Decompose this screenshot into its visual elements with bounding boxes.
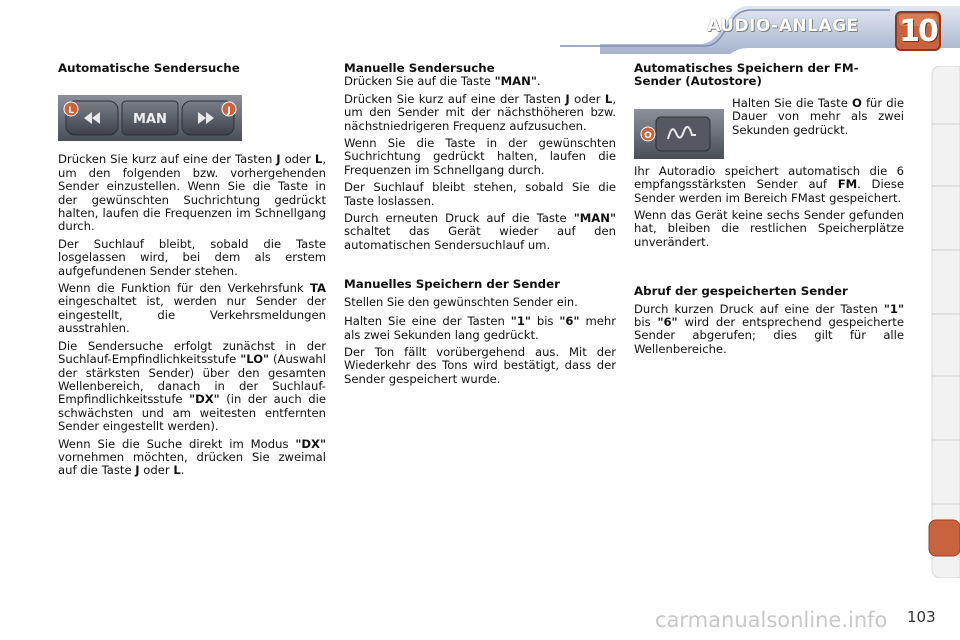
autostore-button-image <box>634 109 724 159</box>
heading-automatic-search: Automatische Sendersuche <box>58 61 240 75</box>
paragraph: Der Suchlauf bleibt stehen, sobald Sie die Taste loslassen. <box>344 180 616 208</box>
heading-manual-storage: Manuelles Speichern der Sender <box>344 277 560 292</box>
heading-manual-search: Manuelle Sendersuche <box>344 61 495 75</box>
column-autostore <box>634 62 904 360</box>
key-l-label: L <box>68 106 74 117</box>
paragraph: Die Sendersuche erfolgt zunächst in der Suchlauf-Empfindlichkeitsstufe "LO" (Auswahl der stärksten Sender) über den gesamten Wellenbereich, danach in der Suchlauf-Empfindlichkeitsstufe "DX" (in der auch die schwächsten und am weitesten entfernten Sender eingestellt werden). <box>58 338 327 434</box>
key-j-label: J <box>227 106 231 117</box>
heading-autostore: Automatisches Speichern der FM-Sender (Autostore) <box>634 61 859 89</box>
paragraph: Wenn das Gerät keine sechs Sender gefunden hat, bleiben die restlichen Speicherplätze unverändert. <box>634 208 904 249</box>
chapter-number: 10 <box>899 14 937 49</box>
paragraph: Ihr Autoradio speichert automatisch die 6 empfangsstärksten Sender auf FM. Diese Sender werden im Bereich FMast gespeichert. <box>634 163 904 205</box>
paragraph: Drücken Sie kurz auf eine der Tasten J oder L, um den folgenden bzw. vorhergehenden Sender einzustellen. Wenn Sie die Taste in der gewünschten Suchrichtung gedrückt halten, laufen die Frequenzen im Schnellgang durch. <box>58 152 326 234</box>
paragraph: Wenn die Funktion für den Verkehrsfunk TA eingeschaltet ist, werden nur Sender der eingestellt, die Verkehrsmeldungen ausstrahlen. <box>58 281 326 336</box>
column-manual-search <box>344 62 616 390</box>
paragraph: Durch kurzen Druck auf eine der Tasten "1" bis "6" wird der entsprechend gespeicherte Sender abgerufen; dies gilt für alle Wellenbereiche. <box>634 301 904 356</box>
watermark: carmanualsonline.info <box>655 608 888 632</box>
section-title: AUDIO-ANLAGE <box>707 16 859 36</box>
page-number: 103 <box>907 608 936 626</box>
paragraph: Wenn Sie die Suche direkt im Modus "DX" vornehmen möchten, drücken Sie zweimal auf die Taste J oder L. <box>58 436 326 478</box>
chapter-badge <box>893 10 943 52</box>
autostore-block <box>634 97 904 165</box>
instruction-subheading: Stellen Sie den gewünschten Sender ein. <box>344 294 578 309</box>
paragraph: Drücken Sie kurz auf eine der Tasten J oder L, um den Sender mit der nächsthöheren bzw. nächstniedrigeren Frequenz aufzusuchen. <box>344 91 616 133</box>
column-automatic-search <box>58 62 326 482</box>
paragraph: Drücken Sie auf die Taste "MAN". <box>344 74 541 89</box>
radio-search-buttons-image <box>58 95 242 141</box>
paragraph: Der Suchlauf bleibt, sobald die Taste losgelassen wird, bei dem als erstem aufgefundenen Sender stehen. <box>58 236 326 278</box>
paragraph: Durch erneuten Druck auf die Taste "MAN" schaltet das Gerät wieder auf den automatischen Sendersuchlauf um. <box>344 211 616 252</box>
paragraph: Halten Sie eine der Tasten "1" bis "6" mehr als zwei Sekunden lang gedrückt. <box>344 314 616 342</box>
key-o-label: O <box>644 130 652 141</box>
autostore-instruction: Halten Sie die Taste O für die Dauer von mehr als zwei Sekunden gedrückt. <box>732 95 904 137</box>
chapter-tab-bar <box>928 66 960 578</box>
paragraph: Der Ton fällt vorübergehend aus. Mit der Wiederkehr des Tons wird bestätigt, dass der Sender gespeichert wurde. <box>344 344 616 386</box>
paragraph: Wenn Sie die Taste in der gewünschten Suchrichtung gedrückt halten, laufen die Frequenzen im Schnellgang durch. <box>344 136 616 177</box>
man-label: MAN <box>133 112 167 128</box>
heading-recall-stations: Abruf der gespeicherten Sender <box>634 284 848 299</box>
